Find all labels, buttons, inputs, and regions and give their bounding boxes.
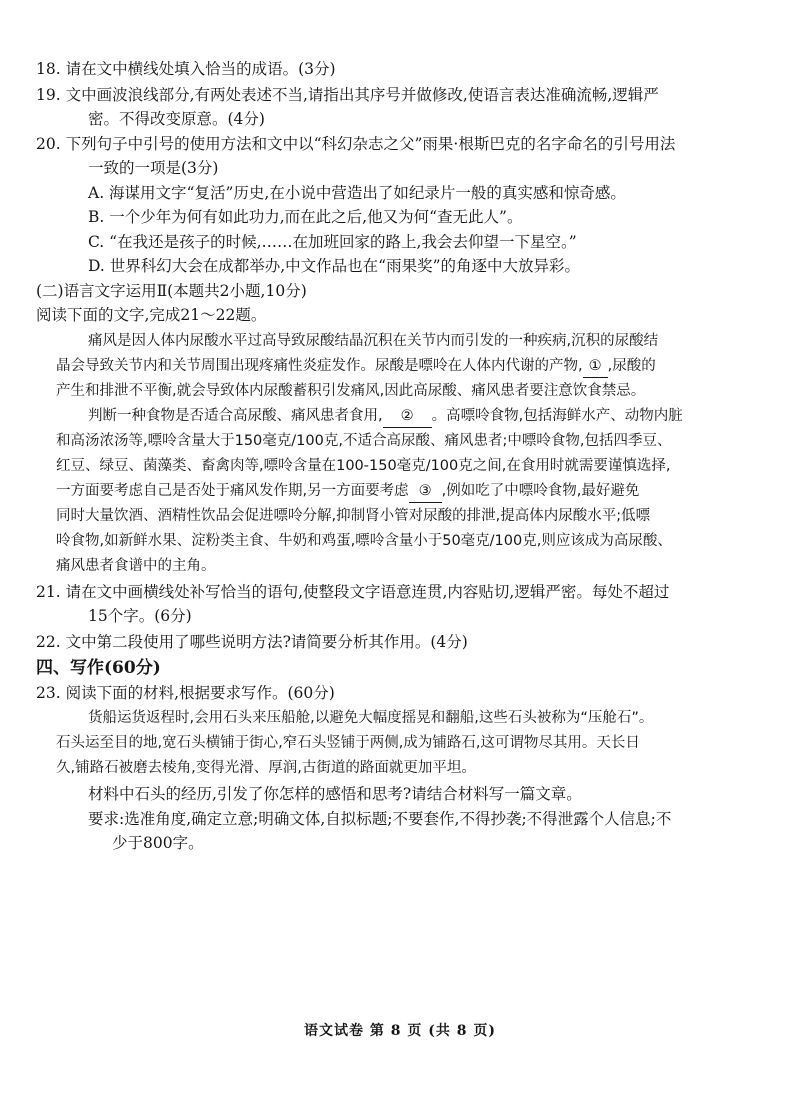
question-23: 23. 阅读下面的材料,根据要求写作。(60分) [36,684,335,702]
question-22: 22. 文中第二段使用了哪些说明方法?请简要分析其作用。(4分) [36,633,468,651]
question-20-line2: 一致的一项是(3分) [88,159,219,177]
option-b: B. 一个少年为何有如此功力,而在此之后,他又为何“查无此人”。 [88,208,523,226]
passage-p1-line2: 晶会导致关节内和关节周围出现疼痛性炎症发作。尿酸是嘌呤在人体内代谢的产物, ① ,尿酸的 [56,355,656,378]
question-18: 18. 请在文中横线处填入恰当的成语。(3分) [36,60,336,78]
material-line2: 石头运至目的地,宽石头横铺于街心,窄石头竖铺于两侧,成为铺路石,这可谓物尽其用。天长日 [56,735,640,751]
writing-prompt: 材料中石头的经历,引发了你怎样的感悟和思考?请结合材料写一篇文章。 [88,785,582,803]
section-2-title: (二)语言文字运用Ⅱ(本题共2小题,10分) [36,282,307,300]
blank-3: ③ [409,480,442,503]
question-21-line2: 15个字。(6分) [88,607,192,625]
section-4-title: 四、写作(60分) [36,658,161,678]
option-d: D. 世界科幻大会在成都举办,中文作品也在“雨果奖”的角逐中大放异彩。 [88,257,581,275]
material-line3: 久,铺路石被磨去棱角,变得光滑、厚润,古街道的路面就更加平坦。 [56,760,476,776]
blank-2: ② [383,405,432,428]
material-line1: 货船运货返程时,会用石头来压船舱,以避免大幅度摇晃和翻船,这些石头被称为“压舱石”。 [88,710,654,726]
question-19-line1: 19. 文中画波浪线部分,有两处表述不当,请指出其序号并做修改,使语言表达准确流畅,逻辑严 [36,86,659,104]
passage-p1-line3: 产生和排泄不平衡,就会导致体内尿酸蓄积引发痛风,因此高尿酸、痛风患者要注意饮食禁忌。 [56,383,646,399]
passage-p2-line7: 痛风患者食谱中的主角。 [56,558,216,574]
passage-p2-line4: 一方面要考虑自己是否处于痛风发作期,另一方面要考虑 ③ ,例如吃了中嘌呤食物,最好避免 [56,480,639,503]
question-21-line1: 21. 请在文中画横线处补写恰当的语句,使整段文字语意连贯,内容贴切,逻辑严密。每处不超过 [36,583,670,601]
blank-1: ① [583,355,608,378]
passage-p1-line1: 痛风是因人体内尿酸水平过高导致尿酸结晶沉积在关节内而引发的一种疾病,沉积的尿酸结 [88,333,659,349]
requirements-line2: 少于800字。 [112,834,204,852]
requirements-line1: 要求:选准角度,确定立意;明确文体,自拟标题;不要套作,不得抄袭;不得泄露个人信息;不 [88,810,672,828]
passage-p2-line3: 红豆、绿豆、菌藻类、畜禽肉等,嘌呤含量在100-150毫克/100克之间,在食用时就需要谨慎选择, [56,458,671,474]
passage-p2-line6: 呤食物,如新鲜水果、淀粉类主食、牛奶和鸡蛋,嘌呤含量小于50毫克/100克,则应该成为高尿酸、 [56,533,672,549]
question-19-line2: 密。不得改变原意。(4分) [88,110,265,128]
reading-instruction: 阅读下面的文字,完成21～22题。 [36,306,267,324]
question-20-line1: 20. 下列句子中引号的使用方法和文中以“科幻杂志之父”雨果·根斯巴克的名字命名的引号用法 [36,135,676,153]
passage-p2-line1: 判断一种食物是否适合高尿酸、痛风患者食用, ② 。高嘌呤食物,包括海鲜水产、动物内脏 [88,405,683,428]
option-a: A. 海谋用文字“复活”历史,在小说中营造出了如纪录片一般的真实感和惊奇感。 [88,184,626,202]
page-footer: 语文试卷 第 8 页 (共 8 页) [304,1023,496,1039]
passage-p2-line2: 和高汤浓汤等,嘌呤含量大于150毫克/100克,不适合高尿酸、痛风患者;中嘌呤食物,包括四季豆、 [56,433,672,449]
option-c: C. “在我还是孩子的时候,……在加班回家的路上,我会去仰望一下星空。” [88,233,577,251]
passage-p2-line5: 同时大量饮酒、酒精性饮品会促进嘌呤分解,抑制肾小管对尿酸的排泄,提高体内尿酸水平;低嘌 [56,508,651,524]
